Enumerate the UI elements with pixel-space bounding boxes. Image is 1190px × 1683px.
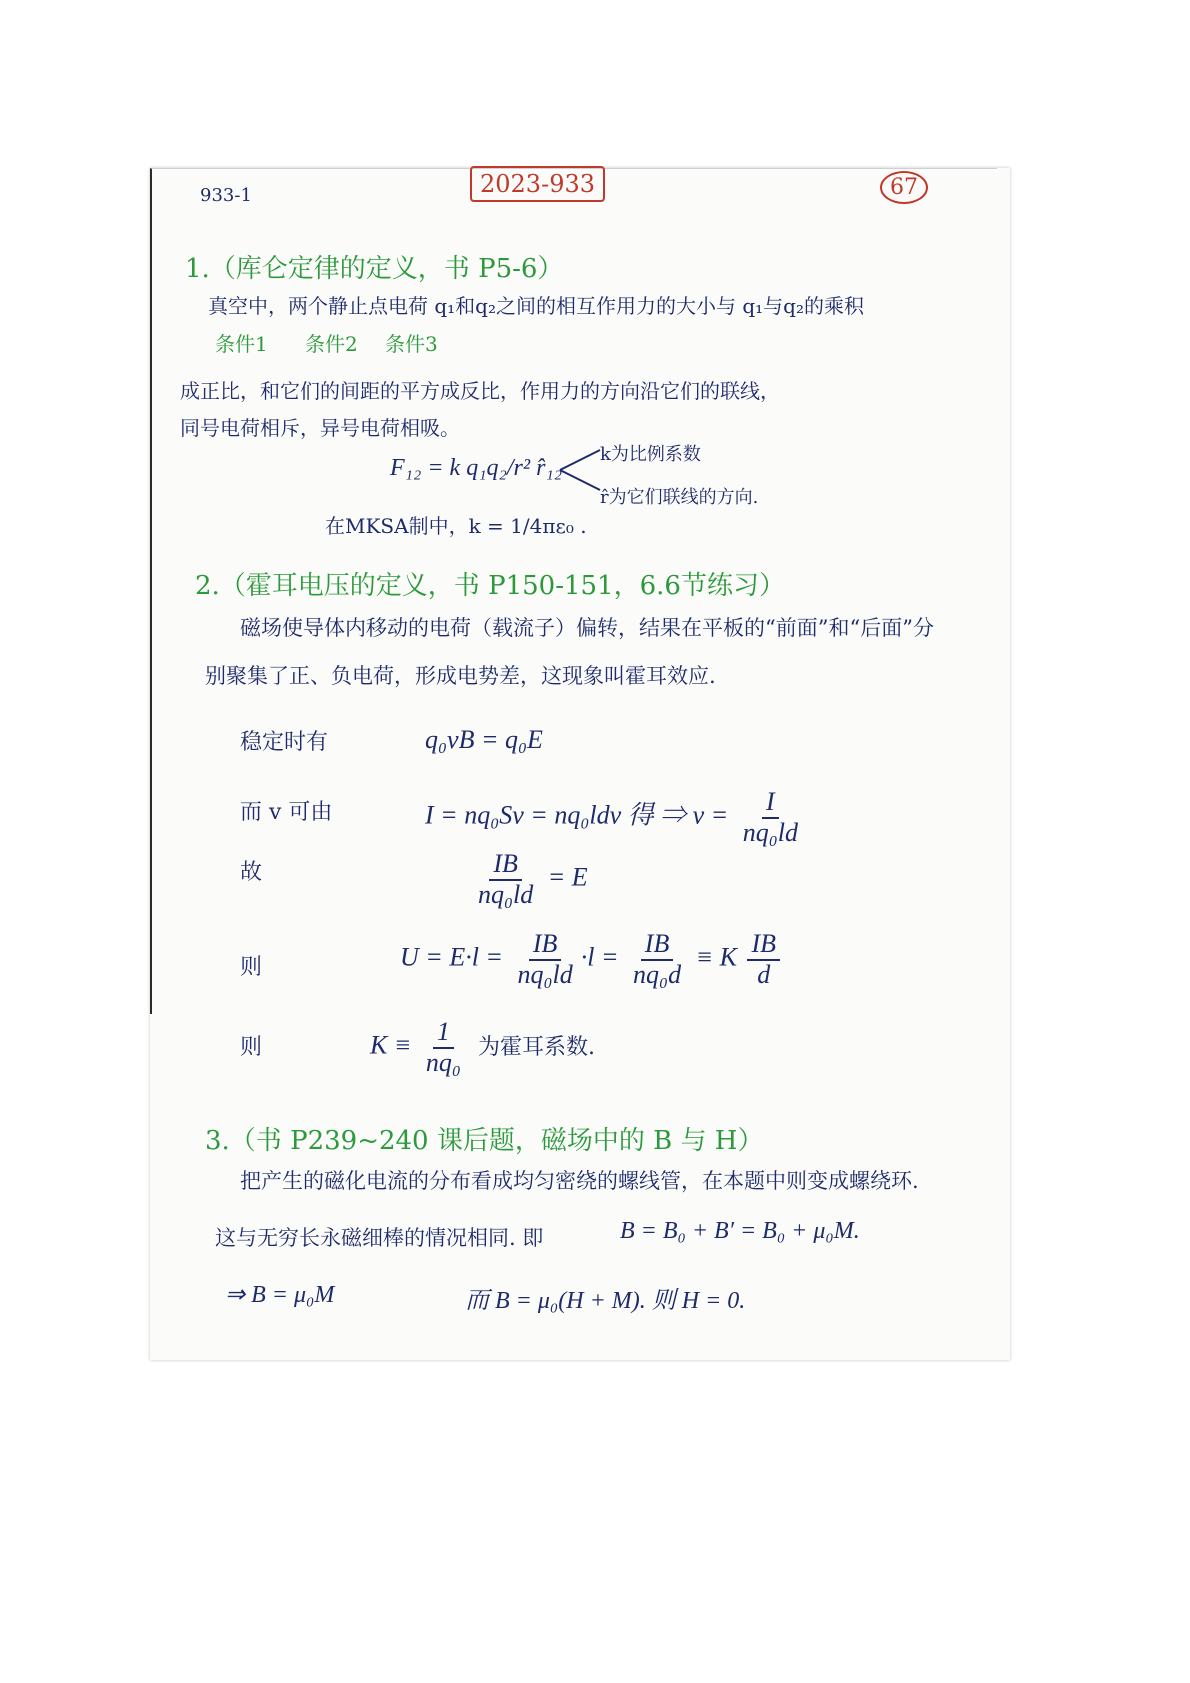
then-label-1: 则 <box>240 955 263 980</box>
then-label-2: 则 <box>240 1035 263 1060</box>
q1-line2: 成正比，和它们的间距的平方成反比，作用力的方向沿它们的联线， <box>180 379 780 403</box>
page-number: 67 <box>880 175 928 200</box>
q3-field-equation: B = B₀ + B′ = B₀ + μ₀M. <box>620 1218 860 1244</box>
steady-equation: q₀vB = q₀E <box>425 725 543 754</box>
annotation-arrows <box>555 440 605 500</box>
q3-line1: 把产生的磁化电流的分布看成均匀密绕的螺线管，在本题中则变成螺绕环. <box>240 1169 919 1193</box>
exam-code: 2023-933 <box>470 170 605 198</box>
q1-condition-1: 条件1 <box>215 332 268 356</box>
steady-label: 稳定时有 <box>240 730 329 755</box>
q3-line2: 这与无穷长永磁细棒的情况相同. 即 <box>215 1226 544 1250</box>
q3-result-2: 而 B = μ₀(H + M). 则 H = 0. <box>465 1288 746 1314</box>
q3-title: 3.（书 P239~240 课后题，磁场中的 B 与 H） <box>205 1126 764 1156</box>
q1-line1: 真空中，两个静止点电荷 q₁和q₂之间的相互作用力的大小与 q₁与q₂的乘积 <box>208 294 864 318</box>
coulomb-formula: F₁₂ = k q₁q₂/r² r̂₁₂ <box>390 455 563 481</box>
mksa-line: 在MKSA制中，k = 1/4πε₀ . <box>325 514 587 538</box>
v-from-label: 而 v 可由 <box>240 800 333 825</box>
q1-line3: 同号电荷相斥，异号电荷相吸。 <box>180 416 460 440</box>
hall-voltage-equation: U = E·l = $\frac{IB}{\text{nq₀ld}}$ ·l = $\frac{IB}{\text{nq₀d}}$ ≡ K $\frac{IB}{d}$ <box>400 930 784 989</box>
hall-coefficient-equation: K ≡ $\frac{1}{\text{nq₀}}$ <box>370 1017 461 1077</box>
page-code: 933-1 <box>200 185 252 206</box>
q3-result-1: ⇒ B = μ₀M <box>225 1282 335 1308</box>
field-equation: $\frac{IB}{\text{nq₀ld}}$ = E <box>478 849 588 909</box>
current-equation: I = nq₀Sv = nq₀ldv 得 ⇒ v = $\frac{I}{\text{nq₀ld}}$ <box>425 787 798 847</box>
note-k: k为比例系数 <box>600 444 701 465</box>
so-label: 故 <box>240 860 263 885</box>
q2-line2: 别聚集了正、负电荷，形成电势差，这现象叫霍耳效应. <box>205 664 716 688</box>
q1-condition-3: 条件3 <box>385 332 438 356</box>
q1-title: 1.（库仑定律的定义，书 P5-6） <box>185 254 564 284</box>
q1-condition-2: 条件2 <box>305 332 358 356</box>
q2-title: 2.（霍耳电压的定义，书 P150-151，6.6节练习） <box>195 571 785 601</box>
q2-line1: 磁场使导体内移动的电荷（载流子）偏转，结果在平板的“前面”和“后面”分 <box>240 616 934 640</box>
hall-coefficient-text: 为霍耳系数. <box>478 1035 595 1060</box>
note-r: r̂为它们联线的方向. <box>600 487 759 508</box>
